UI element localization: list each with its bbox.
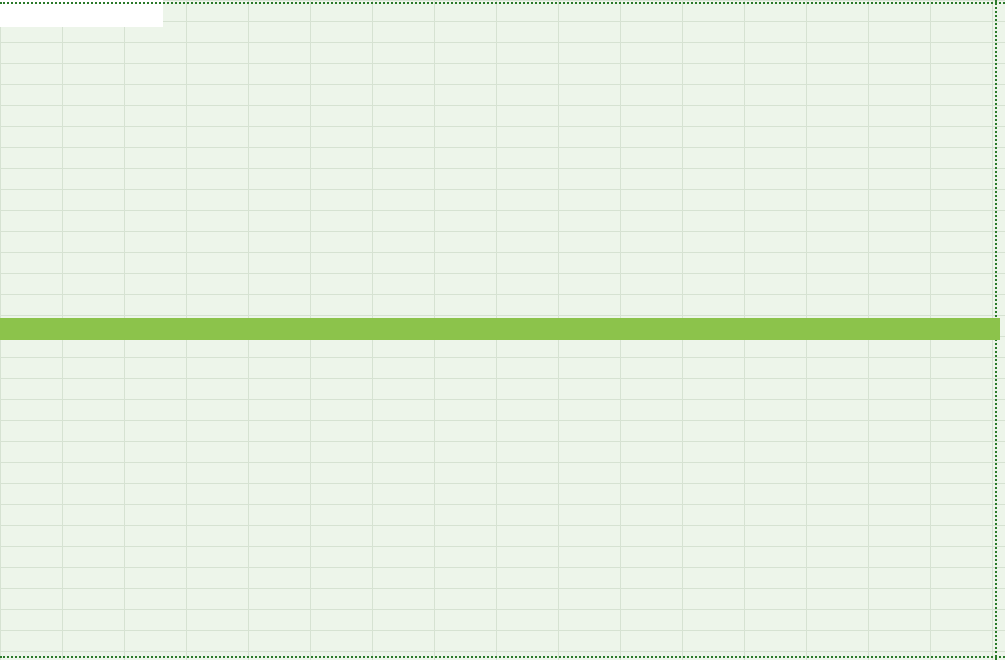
page-title [440,3,446,29]
selection-border-bottom [0,656,1005,658]
selection-border-top [0,2,1005,4]
section-label [0,319,6,340]
section-band [0,318,1000,340]
name-box[interactable] [0,0,163,27]
